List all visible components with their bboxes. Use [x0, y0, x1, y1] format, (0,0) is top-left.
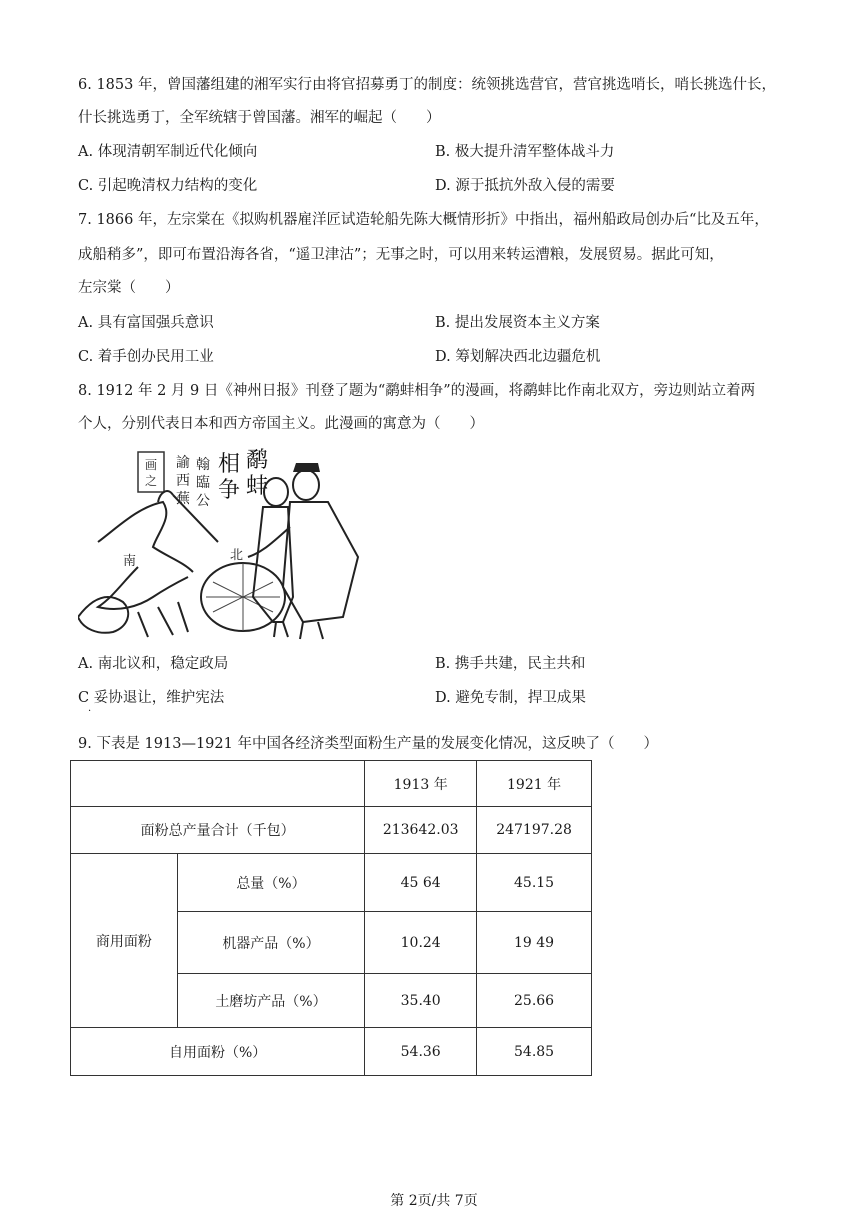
q6-stem-line2: 什长挑选勇丁，全军统辖于曾国藩。湘军的崛起（ ）: [78, 110, 441, 126]
row-label: 土磨坊产品（%）: [177, 974, 365, 1028]
table-header-row: [71, 761, 592, 807]
self-use-label: 自用面粉（%）: [71, 1028, 365, 1076]
table-corner-cell: [71, 761, 365, 807]
figure-right-hat: [293, 463, 320, 472]
self-use-1921: 54.85: [477, 1028, 592, 1076]
cartoon-stamp-text: 画: [144, 458, 158, 472]
q9-stem-line1: 9. 下表是 1913—1921 年中国各经济类型面粉生产量的发展变化情况，这反映了（ ）: [78, 736, 658, 752]
total-1921: 247197.28: [477, 807, 592, 854]
total-label: 面粉总产量合计（千包）: [71, 807, 365, 854]
stray-dot: ·: [88, 706, 92, 717]
cartoon-side-char: 諭: [176, 455, 190, 471]
label-north: 北: [230, 548, 244, 563]
row-value-1913: 10.24: [365, 912, 477, 974]
q8-option-b: B. 携手共建，民主共和: [435, 656, 586, 672]
q7-option-c: C. 着手创办民用工业: [78, 349, 214, 365]
svg-text:公: 公: [196, 493, 210, 509]
svg-text:之: 之: [144, 474, 158, 488]
svg-text:蕪: 蕪: [176, 491, 190, 507]
header-1913: 1913 年: [365, 761, 477, 807]
group-label: 商用面粉: [71, 854, 178, 1028]
figure-right-head: [293, 470, 319, 500]
q8-option-c: C 妥协退让，维护宪法: [78, 690, 225, 706]
svg-text:蚌: 蚌: [246, 474, 269, 499]
svg-text:鹬: 鹬: [246, 448, 269, 473]
q8-stem-line2: 个人，分别代表日本和西方帝国主义。此漫画的寓意为（ ）: [78, 416, 484, 432]
svg-text:臨: 臨: [196, 475, 210, 491]
self-use-1913: 54.36: [365, 1028, 477, 1076]
row-value-1921: 19 49: [477, 912, 592, 974]
flour-production-table: [70, 760, 592, 1076]
q8-stem-line1: 8. 1912 年 2 月 9 日《神州日报》刊登了题为“鹬蚌相争”的漫画，将鹬蚌比作南北双方，旁边则站立着两: [78, 383, 756, 399]
page-footer: 第 2页/共 7页: [390, 1193, 478, 1209]
q6-stem-line1: 6. 1853 年，曾国藩组建的湘军实行由将官招募勇丁的制度：统领挑选营官，营官挑选哨长，哨长挑选什长，: [78, 77, 776, 93]
figure-right-body: [283, 502, 358, 622]
row-value-1913: 45 64: [365, 854, 477, 912]
heron-body: [98, 567, 188, 609]
q7-option-a: A. 具有富国强兵意识: [78, 315, 214, 331]
q7-stem-line2: 成船稍多”，即可布置沿海各省，“遥卫津沽”；无事之时，可以用来转运漕粮，发展贸易。据此可知，: [78, 247, 724, 263]
q6-option-b: B. 极大提升清军整体战斗力: [435, 144, 615, 160]
cartoon-svg: [78, 447, 388, 643]
cartoon-illustration: [78, 447, 388, 643]
heron-neck: [98, 502, 193, 572]
svg-text:西: 西: [176, 473, 190, 489]
q7-option-d: D. 筹划解决西北边疆危机: [435, 349, 601, 365]
q7-option-b: B. 提出发展资本主义方案: [435, 315, 600, 331]
row-value-1913: 35.40: [365, 974, 477, 1028]
row-value-1921: 25.66: [477, 974, 592, 1028]
table-row: [71, 854, 592, 912]
row-label: 机器产品（%）: [177, 912, 365, 974]
row-value-1921: 45.15: [477, 854, 592, 912]
q6-option-d: D. 源于抵抗外敌入侵的需要: [435, 178, 615, 194]
row-label: 总量（%）: [177, 854, 365, 912]
q8-option-a: A. 南北议和，稳定政局: [78, 656, 229, 672]
total-1913: 213642.03: [365, 807, 477, 854]
header-1921: 1921 年: [477, 761, 592, 807]
table-row: [71, 807, 592, 854]
q8-option-d: D. 避免专制，捍卫成果: [435, 690, 586, 706]
q6-option-c: C. 引起晚清权力结构的变化: [78, 178, 258, 194]
q7-stem-line3: 左宗棠（ ）: [78, 280, 180, 296]
table-row: [71, 1028, 592, 1076]
q6-option-a: A. 体现清朝军制近代化倾向: [78, 144, 258, 160]
cartoon-title-char: 相: [218, 452, 241, 477]
svg-text:翰: 翰: [196, 457, 210, 473]
label-south: 南: [123, 554, 137, 569]
q7-stem-line1: 7. 1866 年，左宗棠在《拟购机器雇洋匠试造轮船先陈大概情形折》中指出，福州船政局创办后“比及五年，: [78, 212, 769, 228]
svg-text:争: 争: [218, 478, 241, 503]
